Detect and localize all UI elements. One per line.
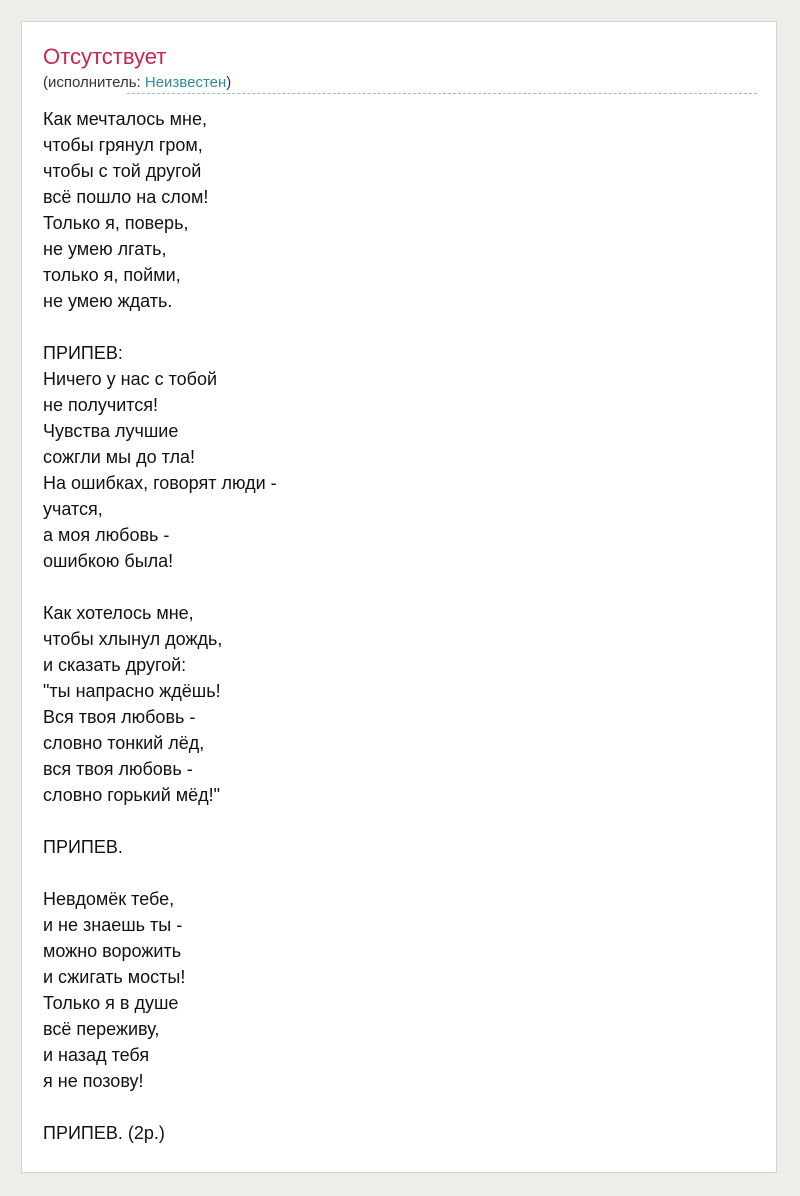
lyric-line: только я, пойми, [43, 265, 181, 285]
lyric-line: Как мечталось мне, [43, 109, 208, 129]
artist-link[interactable]: Неизвестен [144, 74, 227, 91]
artist-line [43, 74, 231, 92]
lyric-line: не умею ждать. [43, 291, 173, 311]
song-title: Отсутствует [43, 44, 167, 69]
lyric-line: вся твоя любовь - [43, 759, 193, 779]
lyric-blank-line [43, 1094, 743, 1120]
lyric-blank-line [43, 808, 743, 834]
lyric-line: и сжигать мосты! [43, 967, 186, 987]
lyric-line: словно тонкий лёд, [43, 733, 205, 753]
lyric-line: Чувства лучшие [43, 421, 179, 441]
artist-prefix: (исполнитель: [43, 74, 145, 91]
lyric-line: Вся твоя любовь - [43, 707, 196, 727]
lyric-line: Невдомёк тебе, [43, 889, 175, 909]
artist-suffix: ) [226, 74, 232, 91]
lyric-line: учатся, [43, 499, 103, 519]
lyric-blank-line [43, 574, 743, 600]
lyric-line: Как хотелось мне, [43, 603, 194, 623]
lyric-line: Только я, поверь, [43, 213, 189, 233]
lyric-line: не умею лгать, [43, 239, 167, 259]
lyric-blank-line [43, 860, 743, 886]
lyric-line: всё переживу, [43, 1019, 160, 1039]
lyric-line: сожгли мы до тла! [43, 447, 195, 467]
lyric-line: "ты напрасно ждёшь! [43, 681, 221, 701]
lyric-line: чтобы хлынул дождь, [43, 629, 223, 649]
lyric-line: не получится! [43, 395, 159, 415]
lyrics-text [43, 106, 743, 1146]
lyric-line: ПРИПЕВ. [43, 837, 123, 857]
divider [127, 93, 757, 94]
lyrics-card [21, 21, 777, 1173]
lyric-line: словно горький мёд!" [43, 785, 221, 805]
lyric-line: и не знаешь ты - [43, 915, 183, 935]
lyric-line: чтобы с той другой [43, 161, 202, 181]
lyric-line: и сказать другой: [43, 655, 187, 675]
lyric-line: ПРИПЕВ: [43, 343, 123, 363]
lyric-line: ПРИПЕВ. (2р.) [43, 1123, 165, 1143]
lyric-line: Ничего у нас с тобой [43, 369, 218, 389]
lyric-line: а моя любовь - [43, 525, 170, 545]
lyric-line: и назад тебя [43, 1045, 150, 1065]
lyric-line: я не позову! [43, 1071, 144, 1091]
lyric-line: На ошибках, говорят люди - [43, 473, 277, 493]
lyric-line: можно ворожить [43, 941, 182, 961]
lyric-blank-line [43, 314, 743, 340]
lyric-line: чтобы грянул гром, [43, 135, 203, 155]
lyric-line: Только я в душе [43, 993, 179, 1013]
lyric-line: ошибкою была! [43, 551, 174, 571]
lyric-line: всё пошло на слом! [43, 187, 209, 207]
